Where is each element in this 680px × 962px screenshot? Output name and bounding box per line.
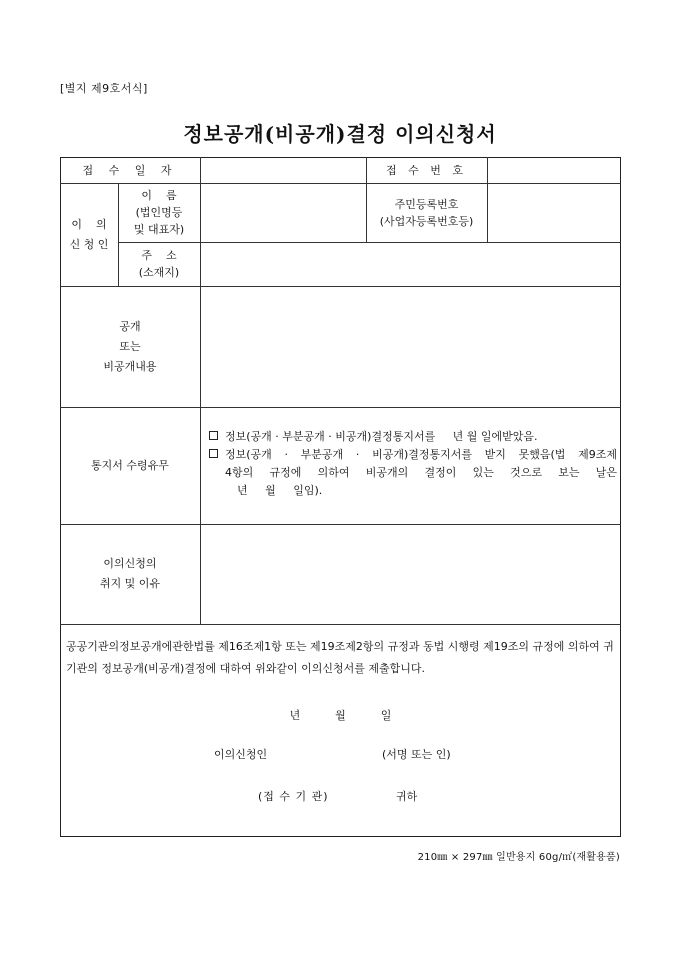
address-field[interactable] [201, 242, 621, 286]
disclosure-content-label-line: 공개 [119, 319, 141, 333]
address-label [118, 242, 200, 286]
form-title: 정보공개(비공개)결정 이의신청서 [183, 122, 497, 146]
signature-or-seal-label: (서명 또는 인) [382, 748, 451, 761]
disclosure-content-label-line: 또는 [119, 339, 141, 353]
form-number: [별지 제9호서식] [60, 82, 148, 95]
not-received-checkbox[interactable] [209, 449, 218, 458]
name-field[interactable] [201, 183, 366, 242]
disclosure-content-label [60, 286, 200, 407]
notice-option-received [207, 428, 617, 446]
applicant-signature-label: 이의신청인 [214, 748, 268, 761]
applicant-label-line: 신 청 인 [69, 237, 109, 251]
disclosure-content-label-line: 비공개내용 [103, 359, 157, 373]
receipt-date-label: 접 수 일 자 [82, 163, 178, 177]
name-label-line: (법인명등 [135, 206, 183, 219]
notice-options [207, 428, 617, 500]
name-label-line: 및 대표자) [133, 223, 185, 236]
row-divider [60, 624, 621, 625]
not-received-option-text: 정보(공개 · 부분공개 · 비공개)결정통지서를 받지 못했음(법 제9조제 [225, 448, 617, 461]
applicant-label [60, 183, 118, 286]
disclosure-content-field[interactable] [201, 286, 621, 407]
notice-option-not-received [207, 446, 617, 464]
objection-reason-label-line: 취지 및 이유 [99, 577, 161, 590]
notice-receipt-label: 통지서 수령유무 [91, 459, 169, 472]
not-received-option-text: 년 월 일임). [237, 484, 323, 497]
registration-number-label [366, 183, 487, 242]
receipt-date-field[interactable] [201, 157, 366, 183]
declaration-text: 공공기관의정보공개에관한법률 제16조제1항 또는 제19조제2항의 규정과 동법 시행령 제19조의 규정에 의하여 귀기관의 정보공개(비공개)결정에 대하여 위와같이 이의신청서를 제출합니다. [66, 640, 614, 675]
address-label-line: 주 소 [141, 249, 177, 262]
received-option-text: 정보(공개 · 부분공개 · 비공개)결정통지서를 년 월 일에받았음. [225, 430, 538, 443]
applicant-label-line: 이 의 [71, 217, 107, 231]
name-label-line: 이 름 [141, 189, 177, 202]
paper-specification: 210㎜ × 297㎜ 일반용지 60g/㎡(재활용품) [417, 852, 620, 863]
objection-reason-label-line: 이의신청의 [103, 557, 157, 570]
address-label-line: (소재지) [138, 266, 180, 279]
receipt-number-field[interactable] [488, 157, 621, 183]
objection-reason-label [60, 524, 200, 624]
honorific-label: 귀하 [396, 790, 418, 803]
objection-reason-field[interactable] [201, 524, 621, 624]
registration-number-label-line: (사업자등록번호등) [379, 214, 474, 228]
name-label [118, 183, 200, 242]
received-checkbox[interactable] [209, 431, 218, 440]
receipt-number-label: 접 수 번 호 [386, 163, 467, 177]
registration-number-field[interactable] [488, 183, 621, 242]
declaration-date: 년 월 일 [289, 709, 392, 722]
not-received-option-text: 4항의 규정에 의하여 비공개의 결정이 있는 것으로 보는 날은 [225, 466, 617, 479]
receiving-agency-label: (접 수 기 관) [258, 790, 329, 803]
registration-number-label-line: 주민등록번호 [394, 197, 459, 211]
